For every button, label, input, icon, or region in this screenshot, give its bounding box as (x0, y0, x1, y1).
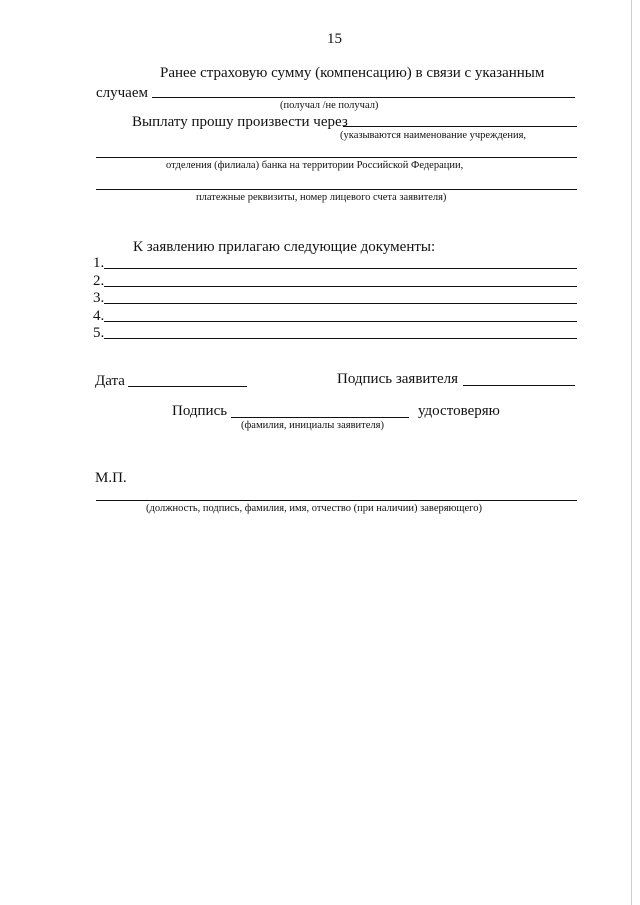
page-number: 15 (327, 31, 342, 47)
insurance-sum-text: Ранее страховую сумму (компенсацию) в связи с указанным (160, 65, 545, 81)
date-label: Дата (95, 373, 125, 389)
document-item-number: 3. (93, 290, 105, 306)
payment-input-line-2[interactable] (96, 157, 577, 158)
document-item-number: 2. (93, 273, 105, 289)
document-item-number: 5. (93, 325, 105, 341)
stamp-mark: М.П. (95, 470, 127, 486)
document-item-line-3[interactable] (104, 303, 577, 304)
date-input-line[interactable] (128, 386, 247, 387)
payment-label: Выплату прошу произвести через (132, 114, 348, 130)
certifier-input-line[interactable] (96, 500, 577, 501)
payment-hint-3: платежные реквизиты, номер лицевого счета заявителя) (196, 192, 447, 203)
documents-heading: К заявлению прилагаю следующие документы: (133, 239, 436, 255)
certify-word: удостоверяю (418, 403, 500, 419)
payment-input-line-3[interactable] (96, 189, 577, 190)
document-item-line-4[interactable] (104, 321, 577, 322)
certifier-hint: (должность, подпись, фамилия, имя, отчество (при наличии) заверяющего) (146, 503, 482, 514)
document-item-number: 4. (93, 308, 105, 324)
payment-hint-2: отделения (филиала) банка на территории Российской Федерации, (166, 160, 464, 171)
payment-hint-1: (указываются наименование учреждения, (340, 130, 527, 141)
document-item-number: 1. (93, 255, 105, 271)
document-item-line-1[interactable] (104, 268, 577, 269)
case-label: случаем (96, 85, 148, 101)
document-item-line-5[interactable] (104, 338, 577, 339)
case-input-line[interactable] (152, 97, 575, 98)
payment-input-line-1[interactable] (343, 126, 577, 127)
signature-input-line[interactable] (231, 417, 409, 418)
applicant-signature-label: Подпись заявителя (337, 371, 459, 387)
scan-edge-line (631, 0, 632, 905)
signature-label: Подпись (172, 403, 228, 419)
case-hint: (получал /не получал) (280, 100, 379, 111)
document-item-line-2[interactable] (104, 286, 577, 287)
signature-hint: (фамилия, инициалы заявителя) (241, 420, 384, 431)
applicant-signature-line[interactable] (463, 385, 575, 386)
